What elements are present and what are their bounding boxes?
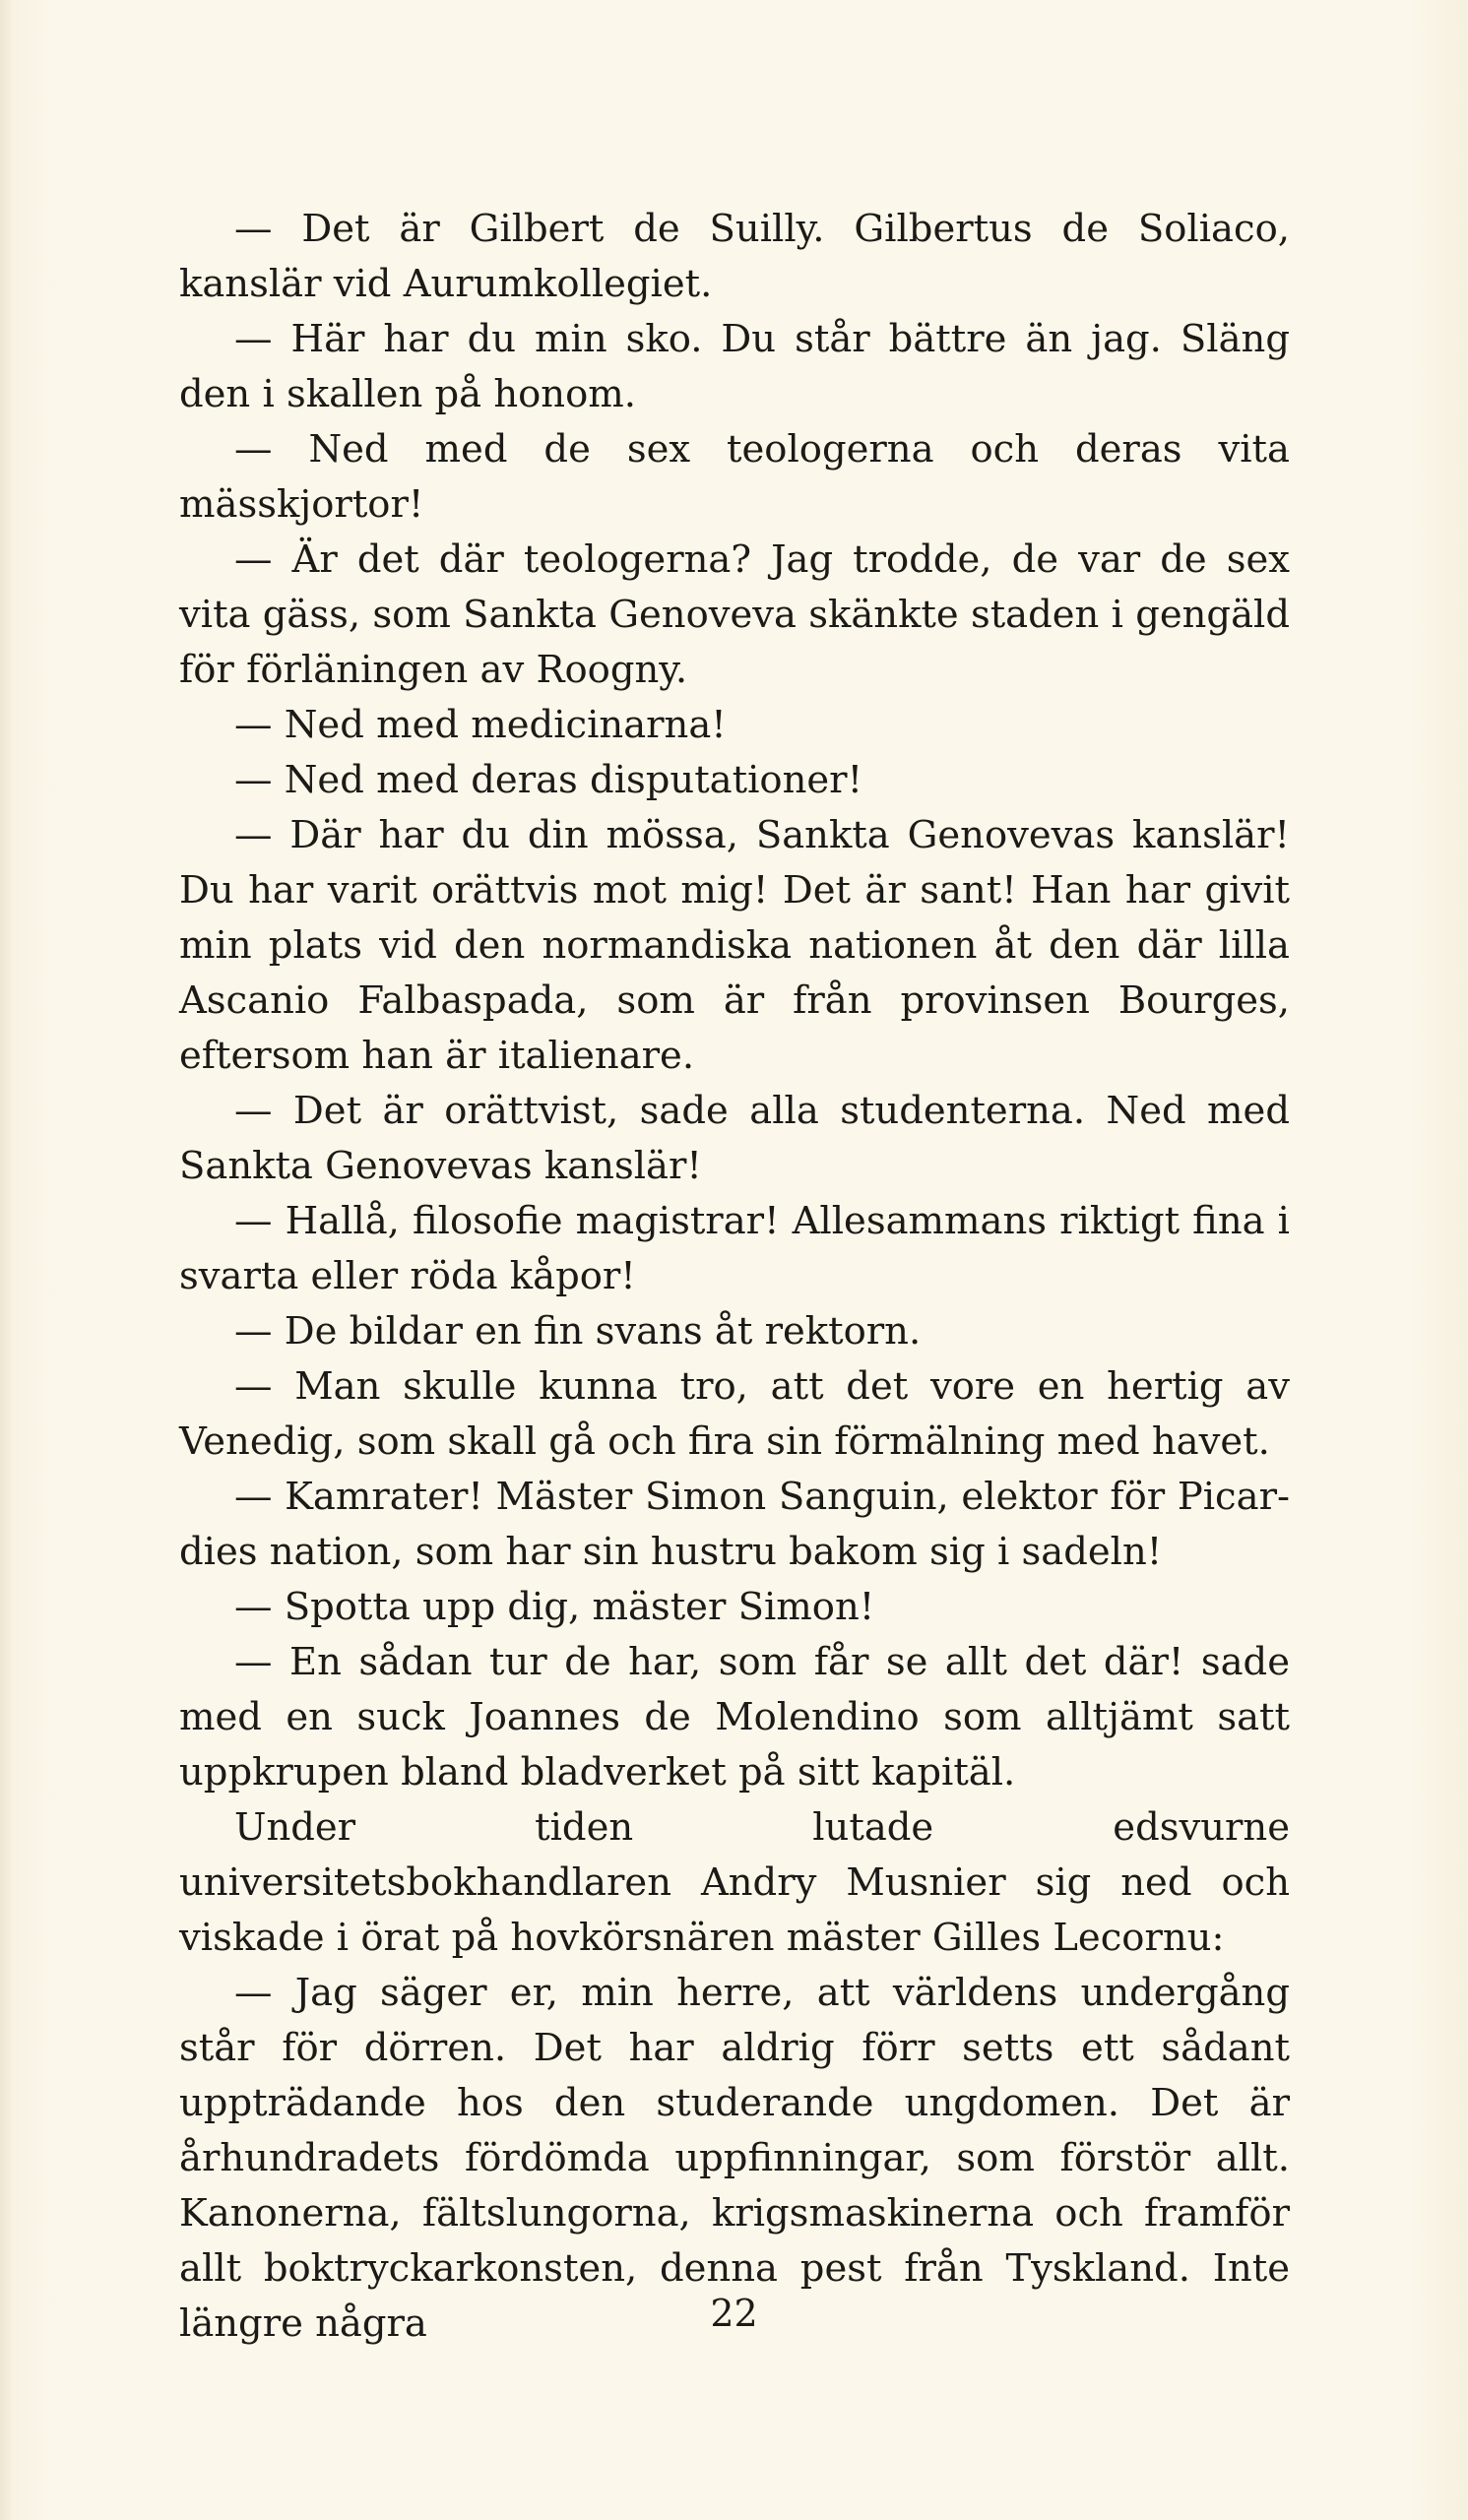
paragraph: — En sådan tur de har, som får se allt det där! sade med en suck Joannes de Molendino som alltjämt satt uppkrupen bland bladverket på sitt kapitäl.	[179, 1640, 1290, 1795]
paragraph: — Ned med de sex teologerna och deras vita mässkjortor!	[179, 427, 1290, 527]
page-number: 22	[710, 2292, 758, 2335]
paragraph: — Jag säger er, min herre, att världens undergång står för dörren. Det har aldrig förr setts ett sådant uppträdande hos den studerande ungdomen. Det är århundradets fördömda uppfinningar, som förstör allt. Kanonerna, fältslungorna, krigsmaskinerna och framför allt boktryckarkonsten, denna pest från Tyskland. Inte längre några	[179, 1971, 1290, 2346]
paragraph: — Man skulle kunna tro, att det vore en hertig av Venedig, som skall gå och fira sin förmälning med havet.	[179, 1364, 1290, 1464]
paragraph: — Här har du min sko. Du står bättre än jag. Släng den i skallen på honom.	[179, 317, 1290, 416]
paragraph: — Där har du din mössa, Sankta Genovevas kanslär! Du har varit orättvis mot mig! Det är sant! Han har givit min plats vid den normandiska nationen åt den där lilla Ascanio Falbaspada, som är från provinsen Bourges, eftersom han är italienare.	[179, 813, 1290, 1078]
paragraph: Under tiden lutade edsvurne universitetsbokhandlaren Andry Musnier sig ned och viskade i örat på hovkörsnären mäster Gilles Lecornu:	[179, 1805, 1290, 1960]
paragraph: — Det är orättvist, sade alla studenterna. Ned med Sankta Genovevas kanslär!	[179, 1089, 1290, 1188]
paragraph: — Det är Gilbert de Suilly. Gilbertus de Soliaco, kanslär vid Aurumkollegiet.	[179, 207, 1290, 306]
paragraph: — Kamrater! Mäster Simon Sanguin, elektor för Picardies nation, som har sin hustru bakom sig i sadeln!	[179, 1475, 1290, 1574]
paragraph: — De bildar en fin svans åt rektorn.	[234, 1309, 922, 1354]
paragraph: — Spotta upp dig, mäster Simon!	[234, 1585, 875, 1629]
paragraph: — Är det där teologerna? Jag trodde, de var de sex vita gäss, som Sankta Genoveva skänkte staden i gengäld för förläningen av Roogny.	[179, 537, 1290, 692]
body-text	[179, 202, 1290, 2352]
paragraph: — Ned med medicinarna!	[234, 703, 727, 747]
paragraph: — Ned med deras disputationer!	[234, 758, 863, 802]
paragraph: — Hallå, filosofie magistrar! Allesammans riktigt fina i svarta eller röda kåpor!	[179, 1199, 1290, 1298]
